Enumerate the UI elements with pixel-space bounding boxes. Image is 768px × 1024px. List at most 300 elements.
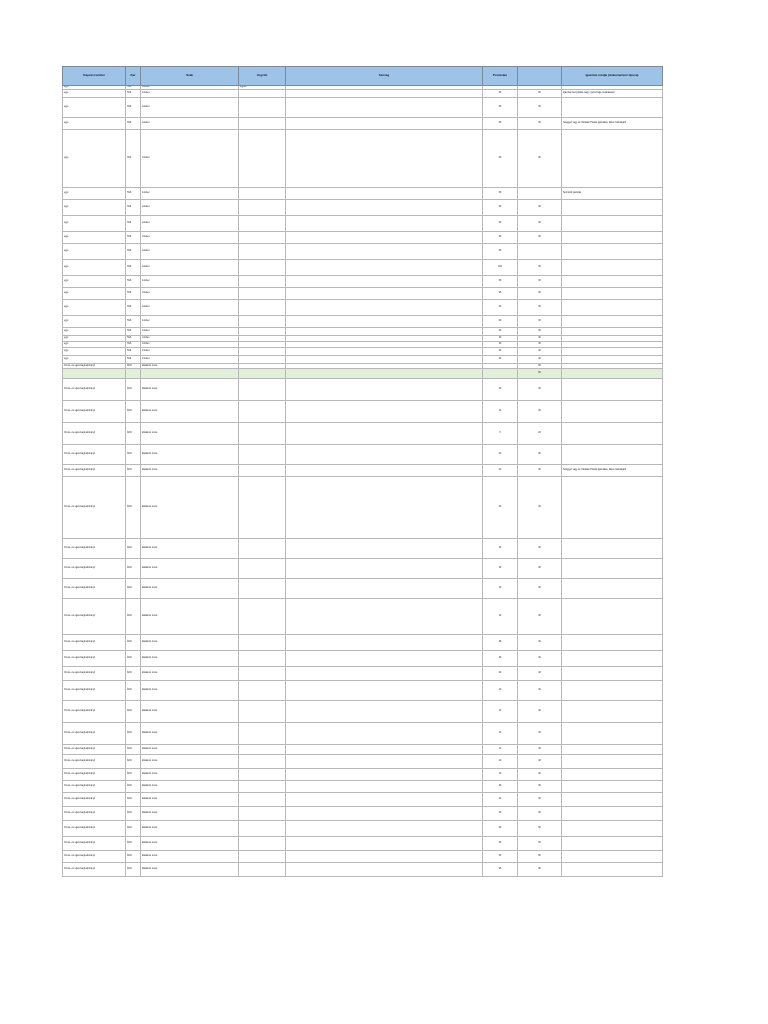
verification-cell (562, 356, 663, 364)
verification-cell (562, 667, 663, 681)
verification-cell (562, 316, 663, 328)
training-area-cell: Orvos- és egészségtudományi (63, 863, 126, 877)
faculty-cell: ÁOK (126, 681, 141, 701)
text-cell (286, 821, 483, 837)
title-cell (239, 807, 286, 821)
max-score-cell: 50 (518, 90, 562, 98)
training-area-cell: Orvos- és egészségtudományi (63, 465, 126, 477)
programme-cell: általános orvos (141, 681, 239, 701)
table-row (63, 781, 663, 793)
programme-cell: általános orvos (141, 807, 239, 821)
score-cell: 50 (483, 821, 518, 837)
max-score-cell: 20 (518, 423, 562, 445)
score-cell: 20 (483, 667, 518, 681)
faculty-cell: TEK (126, 316, 141, 328)
programme-cell: minden (141, 118, 239, 130)
title-cell (239, 599, 286, 635)
faculty-cell: ÁOK (126, 599, 141, 635)
score-cell: 10 (483, 701, 518, 723)
max-score-cell: 30 (518, 781, 562, 793)
text-cell (286, 316, 483, 328)
max-score-cell: 20 (518, 379, 562, 401)
training-area-cell: Orvos- és egészségtudományi (63, 379, 126, 401)
score-cell: 40 (483, 300, 518, 316)
training-area-cell: Orvos- és egészségtudományi (63, 445, 126, 465)
faculty-cell: TEK (126, 244, 141, 260)
title-cell (239, 465, 286, 477)
verification-cell (562, 200, 663, 216)
faculty-cell: ÁOK (126, 477, 141, 539)
faculty-cell: TEK (126, 342, 141, 348)
title-cell (239, 745, 286, 755)
max-score-cell: 50 (518, 364, 562, 369)
title-cell (239, 755, 286, 769)
table-row (63, 579, 663, 599)
title-cell (239, 477, 286, 539)
faculty-cell: ÁOK (126, 379, 141, 401)
verification-cell (562, 821, 663, 837)
score-cell: 40 (483, 477, 518, 539)
max-score-cell: 30 (518, 260, 562, 276)
verification-cell (562, 837, 663, 851)
verification-cell (562, 723, 663, 745)
verification-cell (562, 745, 663, 755)
faculty-cell: TEK (126, 336, 141, 342)
verification-cell (562, 260, 663, 276)
verification-cell: Sportolói igazolás (562, 188, 663, 200)
programme-cell: általános orvos (141, 401, 239, 423)
max-score-cell: 30 (518, 599, 562, 635)
programme-cell: általános orvos (141, 635, 239, 651)
table-row (63, 356, 663, 364)
max-score-cell: 50 (518, 851, 562, 863)
text-cell (286, 863, 483, 877)
title-cell (239, 769, 286, 781)
table-row (63, 755, 663, 769)
table-row (63, 445, 663, 465)
verification-cell (562, 851, 663, 863)
max-score-cell: 30 (518, 118, 562, 130)
faculty-cell: ÁOK (126, 793, 141, 807)
max-score-cell: 40 (518, 723, 562, 745)
programme-cell: általános orvos (141, 559, 239, 579)
table-row (63, 793, 663, 807)
training-area-cell: Orvos- és egészségtudományi (63, 539, 126, 559)
verification-cell (562, 348, 663, 356)
faculty-cell: TEK (126, 86, 141, 90)
text-cell (286, 807, 483, 821)
table-row (63, 667, 663, 681)
max-score-cell: 40 (518, 755, 562, 769)
text-cell (286, 288, 483, 300)
title-cell (239, 579, 286, 599)
max-score-cell: 40 (518, 651, 562, 667)
verification-cell (562, 793, 663, 807)
title-cell (239, 98, 286, 118)
max-score-cell: 30 (518, 356, 562, 364)
verification-cell (562, 288, 663, 300)
training-area-cell (63, 369, 126, 379)
faculty-cell: ÁOK (126, 723, 141, 745)
text-cell (286, 635, 483, 651)
training-area-cell: Orvos- és egészségtudományi (63, 723, 126, 745)
programme-cell: általános orvos (141, 723, 239, 745)
score-cell: 10 (483, 755, 518, 769)
faculty-cell: TEK (126, 130, 141, 188)
table-row (63, 635, 663, 651)
training-area-cell: Orvos- és egészségtudományi (63, 745, 126, 755)
max-score-cell: 30 (518, 276, 562, 288)
programme-cell: általános orvos (141, 745, 239, 755)
document-table (62, 66, 663, 877)
score-cell: 25 (483, 837, 518, 851)
max-score-cell: 30 (518, 316, 562, 328)
score-cell: 25 (483, 863, 518, 877)
faculty-cell: ÁOK (126, 579, 141, 599)
title-cell (239, 188, 286, 200)
training-area-cell: egyi (63, 200, 126, 216)
training-area-cell: egyi (63, 244, 126, 260)
faculty-cell: TEK (126, 348, 141, 356)
title-cell (239, 90, 286, 98)
title-cell (239, 851, 286, 863)
programme-cell: minden (141, 98, 239, 118)
table-row (63, 244, 663, 260)
max-score-cell: 30 (518, 300, 562, 316)
max-score-cell: 40 (518, 681, 562, 701)
verification-cell (562, 755, 663, 769)
score-cell: 10 (483, 723, 518, 745)
programme-cell: minden (141, 232, 239, 244)
training-area-cell: egyi (63, 188, 126, 200)
max-score-cell: 40 (518, 701, 562, 723)
faculty-cell: ÁOK (126, 755, 141, 769)
programme-cell: általános orvos (141, 851, 239, 863)
title-cell (239, 276, 286, 288)
training-area-cell: Orvos- és egészségtudományi (63, 781, 126, 793)
training-area-cell: egyi (63, 288, 126, 300)
programme-cell: általános orvos (141, 579, 239, 599)
programme-cell: általános orvos (141, 379, 239, 401)
title-cell (239, 821, 286, 837)
score-cell: 20 (483, 793, 518, 807)
faculty-cell: ÁOK (126, 863, 141, 877)
training-area-cell: egyi (63, 216, 126, 232)
table-row (63, 559, 663, 579)
training-area-cell: Orvos- és egészségtudományi (63, 401, 126, 423)
max-score-cell: 30 (518, 342, 562, 348)
programme-cell: általános orvos (141, 863, 239, 877)
table-row (63, 821, 663, 837)
table-row (63, 745, 663, 755)
title-cell (239, 651, 286, 667)
faculty-cell: ÁOK (126, 635, 141, 651)
verification-cell (562, 599, 663, 635)
training-area-cell: egyi (63, 316, 126, 328)
programme-cell: általános orvos (141, 755, 239, 769)
programme-cell: általános orvos (141, 701, 239, 723)
score-cell: 50 (483, 118, 518, 130)
programme-cell: általános orvos (141, 837, 239, 851)
table-row (63, 188, 663, 200)
faculty-cell: ÁOK (126, 445, 141, 465)
max-score-cell: 30 (518, 793, 562, 807)
score-cell: 50 (483, 232, 518, 244)
table-row (63, 599, 663, 635)
title-cell (239, 681, 286, 701)
table-row (63, 328, 663, 336)
title-cell (239, 328, 286, 336)
title-cell (239, 118, 286, 130)
training-area-cell: Orvos- és egészségtudományi (63, 477, 126, 539)
title-cell (239, 701, 286, 723)
table-row (63, 539, 663, 559)
max-score-cell: 50 (518, 821, 562, 837)
table-row (63, 465, 663, 477)
table-row (63, 723, 663, 745)
training-area-cell: Orvos- és egészségtudományi (63, 651, 126, 667)
verification-cell (562, 769, 663, 781)
table-row (63, 379, 663, 401)
text-cell (286, 276, 483, 288)
max-score-cell: 40 (518, 635, 562, 651)
faculty-cell: ÁOK (126, 851, 141, 863)
title-cell (239, 781, 286, 793)
training-area-cell: Orvos- és egészségtudományi (63, 793, 126, 807)
table-row (63, 863, 663, 877)
text-cell (286, 559, 483, 579)
verification-cell (562, 863, 663, 877)
verification-cell (562, 701, 663, 723)
programme-cell: általános orvos (141, 445, 239, 465)
score-cell: 50 (483, 98, 518, 118)
text-cell (286, 539, 483, 559)
faculty-cell: TEK (126, 118, 141, 130)
score-cell: 28 (483, 635, 518, 651)
verification-cell: Szaggyó vagy az Oktatási Hivatal igazolása, illetve hatóságtól (562, 465, 663, 477)
max-score-cell: 30 (518, 559, 562, 579)
max-score-cell: 40 (518, 769, 562, 781)
table-row (63, 701, 663, 723)
training-area-cell: Orvos- és egészségtudományi (63, 667, 126, 681)
text-cell (286, 98, 483, 118)
text-cell (286, 477, 483, 539)
table-row (63, 232, 663, 244)
max-score-cell: 30 (518, 232, 562, 244)
score-cell: 100 (483, 260, 518, 276)
table-row (63, 851, 663, 863)
title-cell (239, 260, 286, 276)
table-row (63, 348, 663, 356)
score-cell: 40 (483, 465, 518, 477)
score-cell: 20 (483, 379, 518, 401)
text-cell (286, 232, 483, 244)
score-cell: 50 (483, 244, 518, 260)
score-cell: 10 (483, 579, 518, 599)
table-row (63, 98, 663, 118)
table-row (63, 118, 663, 130)
score-cell: 40 (483, 445, 518, 465)
score-cell: 30 (483, 651, 518, 667)
training-area-cell: Orvos- és egészségtudományi (63, 364, 126, 369)
table-row (63, 807, 663, 821)
verification-cell (562, 807, 663, 821)
table-row (63, 216, 663, 232)
text-cell (286, 681, 483, 701)
faculty-cell: TEK (126, 356, 141, 364)
training-area-cell: Orvos- és egészségtudományi (63, 769, 126, 781)
column-header: Pontszám (483, 67, 518, 86)
table-row (63, 477, 663, 539)
max-score-cell: 20 (518, 401, 562, 423)
score-cell: 20 (483, 356, 518, 364)
title-cell (239, 130, 286, 188)
programme-cell: minden (141, 244, 239, 260)
score-cell: 20 (483, 559, 518, 579)
column-header: Szöveg (286, 67, 483, 86)
programme-cell: minden (141, 336, 239, 342)
faculty-cell: ÁOK (126, 401, 141, 423)
verification-cell (562, 559, 663, 579)
text-cell (286, 348, 483, 356)
column-header: Kar (126, 67, 141, 86)
score-cell: 25 (483, 288, 518, 300)
faculty-cell: ÁOK (126, 745, 141, 755)
training-area-cell: Orvos- és egészségtudományi (63, 755, 126, 769)
score-cell: 10 (483, 745, 518, 755)
table-row (63, 837, 663, 851)
max-score-cell: 30 (518, 807, 562, 821)
faculty-cell: TEK (126, 216, 141, 232)
faculty-cell: TEK (126, 200, 141, 216)
faculty-cell: ÁOK (126, 465, 141, 477)
training-area-cell: egyi (63, 118, 126, 130)
score-cell: 50 (483, 200, 518, 216)
faculty-cell: ÁOK (126, 559, 141, 579)
title-cell (239, 445, 286, 465)
training-area-cell: egyi (63, 342, 126, 348)
programme-cell: minden (141, 348, 239, 356)
programme-cell: általános orvos (141, 364, 239, 369)
score-cell: 10 (483, 769, 518, 781)
score-cell: 60 (483, 316, 518, 328)
text-cell (286, 701, 483, 723)
programme-cell: minden (141, 300, 239, 316)
title-cell (239, 288, 286, 300)
verification-cell (562, 216, 663, 232)
title-cell (239, 667, 286, 681)
training-area-cell: egyi (63, 328, 126, 336)
programme-cell: általános orvos (141, 781, 239, 793)
programme-cell: általános orvos (141, 667, 239, 681)
column-header: Képzési terület (63, 67, 126, 86)
title-cell: egyéb (239, 86, 286, 90)
verification-cell (562, 681, 663, 701)
verification-cell (562, 477, 663, 539)
title-cell (239, 216, 286, 232)
verification-cell (562, 244, 663, 260)
title-cell (239, 401, 286, 423)
faculty-cell: TEK (126, 288, 141, 300)
verification-cell: Szaggyó vagy az Oktatási Hivatal igazolása, illetve hatóságtól (562, 118, 663, 130)
max-score-cell: 30 (518, 465, 562, 477)
title-cell (239, 232, 286, 244)
programme-cell (141, 369, 239, 379)
faculty-cell: TEK (126, 188, 141, 200)
score-cell: 50 (483, 216, 518, 232)
score-cell: 10 (483, 681, 518, 701)
max-score-cell: 50 (518, 837, 562, 851)
title-cell (239, 348, 286, 356)
title-cell (239, 379, 286, 401)
training-area-cell: egyi (63, 276, 126, 288)
programme-cell: általános orvos (141, 793, 239, 807)
table-header-row (63, 67, 663, 86)
table-body (63, 86, 663, 877)
text-cell (286, 328, 483, 336)
faculty-cell: ÁOK (126, 781, 141, 793)
text-cell (286, 723, 483, 745)
faculty-cell: ÁOK (126, 423, 141, 445)
training-area-cell: Orvos- és egészségtudományi (63, 423, 126, 445)
training-area-cell: egyi (63, 300, 126, 316)
programme-cell: minden (141, 288, 239, 300)
text-cell (286, 465, 483, 477)
training-area-cell: egyi (63, 90, 126, 98)
verification-cell (562, 423, 663, 445)
table-row (63, 276, 663, 288)
programme-cell: minden (141, 188, 239, 200)
faculty-cell: TEK (126, 300, 141, 316)
text-cell (286, 745, 483, 755)
programme-cell: minden (141, 216, 239, 232)
training-area-cell: egyi (63, 98, 126, 118)
title-cell (239, 837, 286, 851)
programme-cell: minden (141, 130, 239, 188)
text-cell (286, 837, 483, 851)
training-area-cell: egyi (63, 356, 126, 364)
max-score-cell: 30 (518, 539, 562, 559)
programme-cell: minden (141, 200, 239, 216)
programme-cell: minden (141, 90, 239, 98)
training-area-cell: Orvos- és egészségtudományi (63, 635, 126, 651)
score-cell (483, 369, 518, 379)
score-cell: 30 (483, 781, 518, 793)
verification-cell (562, 369, 663, 379)
max-score-cell (518, 188, 562, 200)
programme-cell: minden (141, 86, 239, 90)
score-cell: 20 (483, 807, 518, 821)
score-cell: 50 (483, 130, 518, 188)
faculty-cell: ÁOK (126, 821, 141, 837)
score-cell: 50 (483, 276, 518, 288)
training-area-cell: egyi (63, 260, 126, 276)
verification-cell (562, 379, 663, 401)
verification-cell (562, 232, 663, 244)
programme-cell: általános orvos (141, 423, 239, 445)
training-area-cell: Orvos- és egészségtudományi (63, 837, 126, 851)
faculty-cell (126, 369, 141, 379)
max-score-cell: 30 (518, 445, 562, 465)
title-cell (239, 863, 286, 877)
verification-cell (562, 300, 663, 316)
programme-cell: általános orvos (141, 769, 239, 781)
text-cell (286, 599, 483, 635)
verification-cell (562, 98, 663, 118)
faculty-cell: ÁOK (126, 667, 141, 681)
column-header: Jogcím (239, 67, 286, 86)
table-row (63, 130, 663, 188)
